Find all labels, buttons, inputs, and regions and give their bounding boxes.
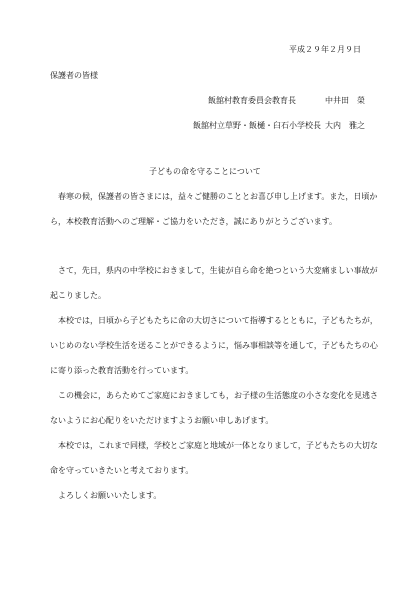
letter-paragraph-2: さて，先日，県内の中学校におきまして，生徒が自ら命を絶つという大変痛ましい事故が起こりました。 (50, 266, 378, 300)
sender-organization-1: 飯舘村教育委員会教育長 (208, 96, 296, 105)
sender-name-2: 大内 雅之 (325, 121, 365, 130)
sender-organization-2: 飯舘村立草野・飯樋・臼石小学校長 (193, 121, 321, 130)
letter-recipient: 保護者の皆様 (50, 71, 98, 80)
letter-paragraph-3: 本校では，日頃から子どもたちに命の大切さについて指導するとともに，子どもたちが，いじめのない学校生活を送ることができるように，悩み事相談等を通して，子どもたちの心に寄り添った教育活動を行っています。 (50, 316, 378, 375)
letter-title: 子どもの命を守ることについて (149, 167, 261, 176)
letter-date: 平成２９年２月９日 (289, 45, 361, 54)
letter-paragraph-6: よろしくお願いいたします。 (58, 491, 162, 500)
sender-name-1: 中井田 榮 (325, 96, 365, 105)
letter-paragraph-1: 春寒の候，保護者の皆さまには，益々ご健勝のこととお喜び申し上げます。また，日頃から，本校教育活動へのご理解・ご協力をいただき，誠にありがとうございます。 (50, 192, 378, 226)
letter-paragraph-4: この機会に，あらためてご家庭におきましても，お子様の生活態度の小さな変化を見逃さないようにお心配りをいただけますようお願い申しあげます。 (50, 391, 378, 425)
letter-paragraph-5: 本校では，これまで同様，学校とご家庭と地域が一体となりまして，子どもたちの大切な命を守っていきたいと考えております。 (50, 441, 378, 475)
